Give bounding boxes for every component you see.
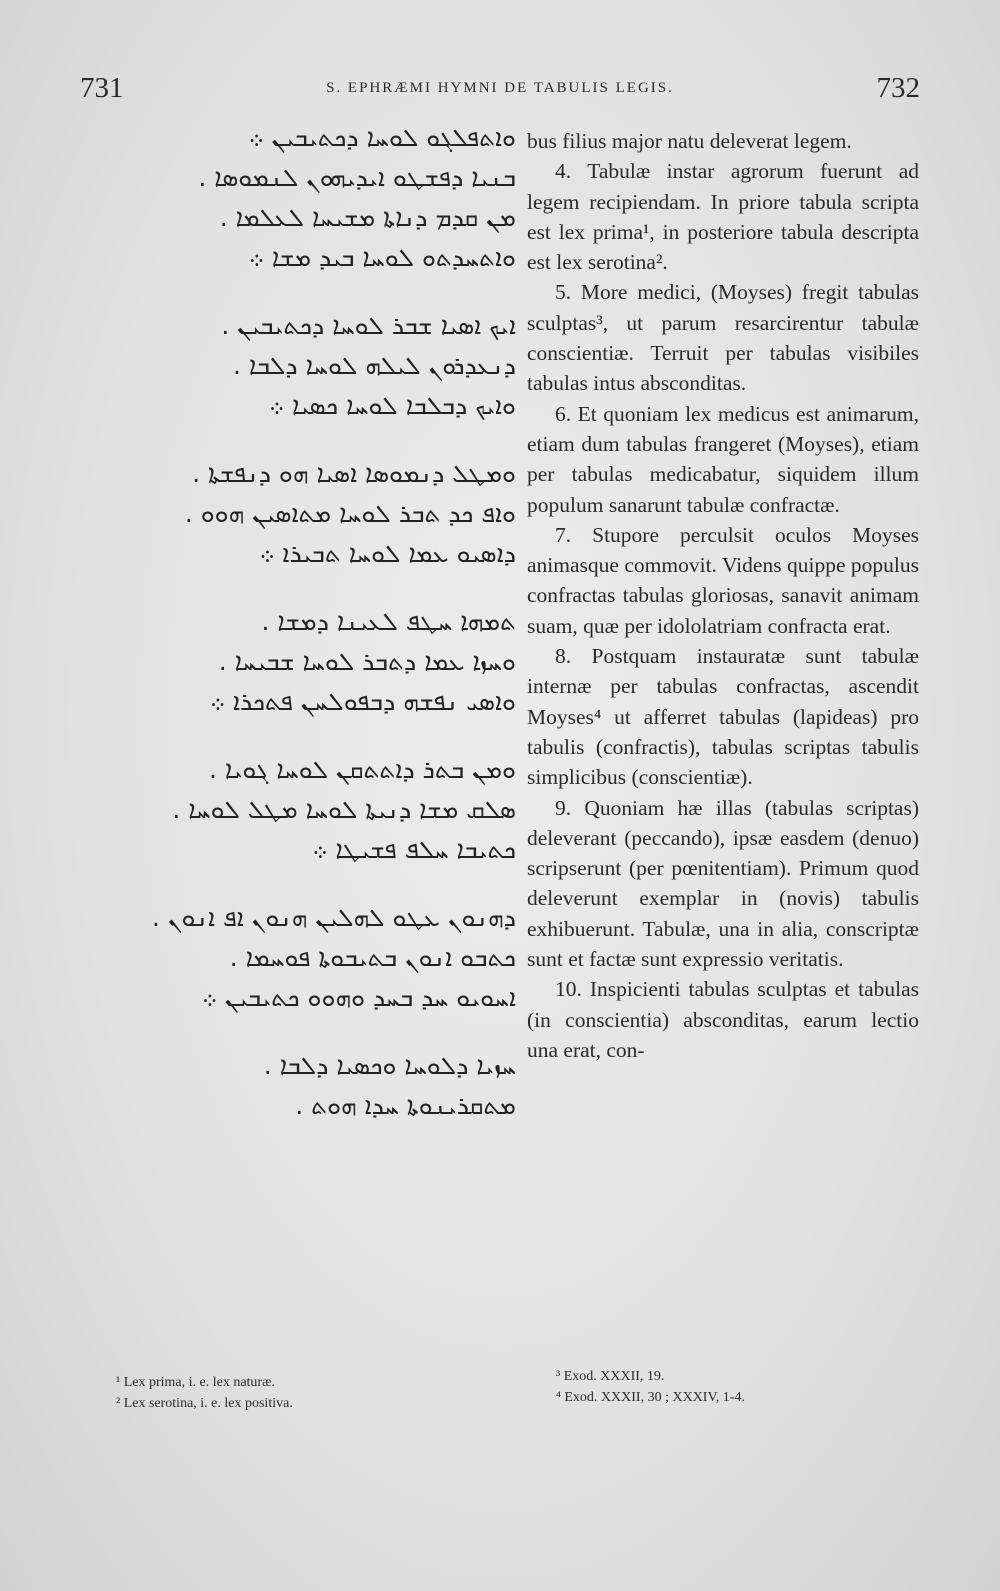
right-footnotes: [556, 1366, 936, 1408]
syriac-stanza: [96, 898, 516, 1018]
syriac-verse-line: ܕܗܢܘܢ ܥܛܘ ܠܗܠܝܢ ܗܢܘܢ ܐܦ ܐܢܘܢ .: [151, 903, 516, 932]
footnote: ² Lex serotina, i. e. lex positiva.: [116, 1396, 293, 1411]
syriac-verse-line: ܚܙܝܐ ܕܠܘܚܐ ܘܟܣܝܐ ܕܠܒܐ .: [263, 1051, 516, 1080]
latin-paragraph: 5. More medici, (Moyses) fregit tabulas sculptas³, ut parum resarcirentur tabulæ conscientiæ. Terruit per tabulas visibiles tabulas intus absconditas.: [527, 280, 919, 396]
latin-paragraph: 9. Quoniam hæ illas (tabulas scriptas) deleverant (peccando), ipsæ easdem (denuo) scripserunt (per pœnitentiam). Primum quod deleverunt exemplar in (novis) tabulis exhibuerunt. Tabulæ, una in alia, conscriptæ sunt et factæ sunt expressio veritatis.: [527, 795, 919, 972]
syriac-verse-line: ܘܐܬܦܠܓܘ ܠܘܚܐ ܕܟܬܝܒܝܢ ܀: [248, 123, 516, 152]
syriac-verse-line: ܬܡܗܐ ܚܛܦ ܠܥܝܢܐ ܕܡܫܐ .: [261, 607, 516, 636]
syriac-verse-line: ܟܬܝܒܐ ܚܠܦ ܦܫܝܛܐ ܀: [312, 835, 516, 864]
page-header: [80, 72, 920, 112]
syriac-verse-line: ܒܢܝܐ ܕܦܫܛܘ ܐܝܕܝܗܘܢ ܠܢܡܘܣܐ .: [198, 163, 516, 192]
syriac-verse-line: ܘܡܛܠ ܕܢܡܘܣܐ ܐܣܝܐ ܗܘ ܕܢܦܫܬܐ .: [192, 459, 516, 488]
syriac-stanza: [96, 602, 516, 722]
syriac-verse-line: ܣܠܩ ܡܫܐ ܕܢܝܬܐ ܠܘܚܐ ܡܛܠ ܠܘܚܐ .: [172, 795, 516, 824]
left-page-number: 731: [80, 72, 124, 104]
latin-paragraph: bus filius major natu deleverat legem.: [527, 129, 852, 153]
syriac-verse-line: ܐܝܟ ܐܣܝܐ ܫܒܪ ܠܘܚܐ ܕܟܬܝܒܝܢ .: [221, 311, 516, 340]
syriac-verse-line: ܕܐܣܝܘ ܥܡܐ ܠܘܚܐ ܬܒܝܪܐ ܀: [259, 539, 516, 568]
syriac-verse-line: ܟܬܒܘ ܐܢܘܢ ܒܬܝܒܘܬܐ ܦܘܚܡܐ .: [229, 943, 516, 972]
syriac-stanza: [96, 1046, 516, 1126]
running-title: S. EPHRÆMI HYMNI DE TABULIS LEGIS.: [326, 80, 674, 96]
footnote: ¹ Lex prima, i. e. lex naturæ.: [116, 1375, 275, 1390]
syriac-verse-line: ܡܢ ܩܕܡ ܕܢܐܬܐ ܡܫܝܚܐ ܠܥܠܡܐ .: [219, 203, 516, 232]
syriac-verse-line: ܘܡܢ ܒܬܪ ܕܐܬܬܩܢ ܠܘܚܐ ܓܘܝܐ .: [209, 755, 516, 784]
latin-paragraph: 7. Stupore perculsit oculos Moyses animasque commovit. Videns quippe populus confractas tabulas gloriosas, sanavit animam suam, quæ per idololatriam confracta erat.: [527, 522, 919, 638]
left-footnotes: [116, 1372, 476, 1414]
latin-paragraph: 8. Postquam instauratæ sunt tabulæ internæ per tabulas confractas, ascendit Moyses⁴ ut afferret tabulas (lapideas) pro tabulis (confractis), tabulas scriptas tabulis simplicibus (conscientiæ).: [527, 644, 919, 790]
syriac-stanza: [96, 750, 516, 870]
syriac-verse-line: ܡܬܩܪܝܢܘܬܐ ܚܕܐ ܗܘܬ .: [295, 1091, 516, 1120]
syriac-verse-line: ܘܐܣܝ ܢܦܫܗ ܕܒܦܘܠܚܢ ܦܬܟܪܐ ܀: [210, 687, 516, 716]
syriac-verse-line: ܘܚܙܐ ܥܡܐ ܕܬܒܪ ܠܘܚܐ ܫܒܝܚܐ .: [218, 647, 516, 676]
syriac-verse-line: ܕܢܥܕܪܘܢ ܠܝܠܗ ܠܘܚܐ ܕܠܒܐ .: [233, 351, 516, 380]
syriac-stanza: [96, 118, 516, 278]
latin-paragraph: 10. Inspicienti tabulas sculptas et tabulas (in conscientia) absconditas, earum lectio una erat, con-: [527, 977, 919, 1062]
syriac-verse-line: ܘܐܬܚܕܬܘ ܠܘܚܐ ܒܝܕ ܡܫܐ ܀: [248, 243, 516, 272]
footnote: ³ Exod. XXXII, 19.: [556, 1369, 665, 1384]
syriac-stanza: [96, 454, 516, 574]
latin-paragraph: 4. Tabulæ instar agrorum fuerunt ad legem recipiendam. In priore tabula scripta est lex prima¹, in posteriore tabula descripta est lex serotina².: [527, 159, 919, 275]
footnote: ⁴ Exod. XXXII, 30 ; XXXIV, 1-4.: [556, 1390, 745, 1405]
right-page-number: 732: [876, 72, 920, 104]
syriac-text-column: [96, 118, 516, 1408]
syriac-stanza: [96, 306, 516, 426]
syriac-verse-line: ܘܐܦ ܟܕ ܬܒܪ ܠܘܚܐ ܡܬܐܣܝܢ ܗܘܘ .: [184, 499, 516, 528]
syriac-verse-line: ܐܚܘܝܘ ܚܕ ܒܚܕ ܘܗܘܘ ܟܬܝܒܝܢ ܀: [201, 983, 516, 1012]
syriac-verse-line: ܘܐܝܟ ܕܒܠܒܐ ܠܘܚܐ ܟܣܝܐ ܀: [269, 391, 516, 420]
latin-text-column: [527, 126, 919, 1065]
latin-paragraph: 6. Et quoniam lex medicus est animarum, etiam dum tabulas frangeret (Moyses), etiam per tabulas medicabatur, siquidem illum populum sanarunt tabulæ confractæ.: [527, 401, 919, 517]
